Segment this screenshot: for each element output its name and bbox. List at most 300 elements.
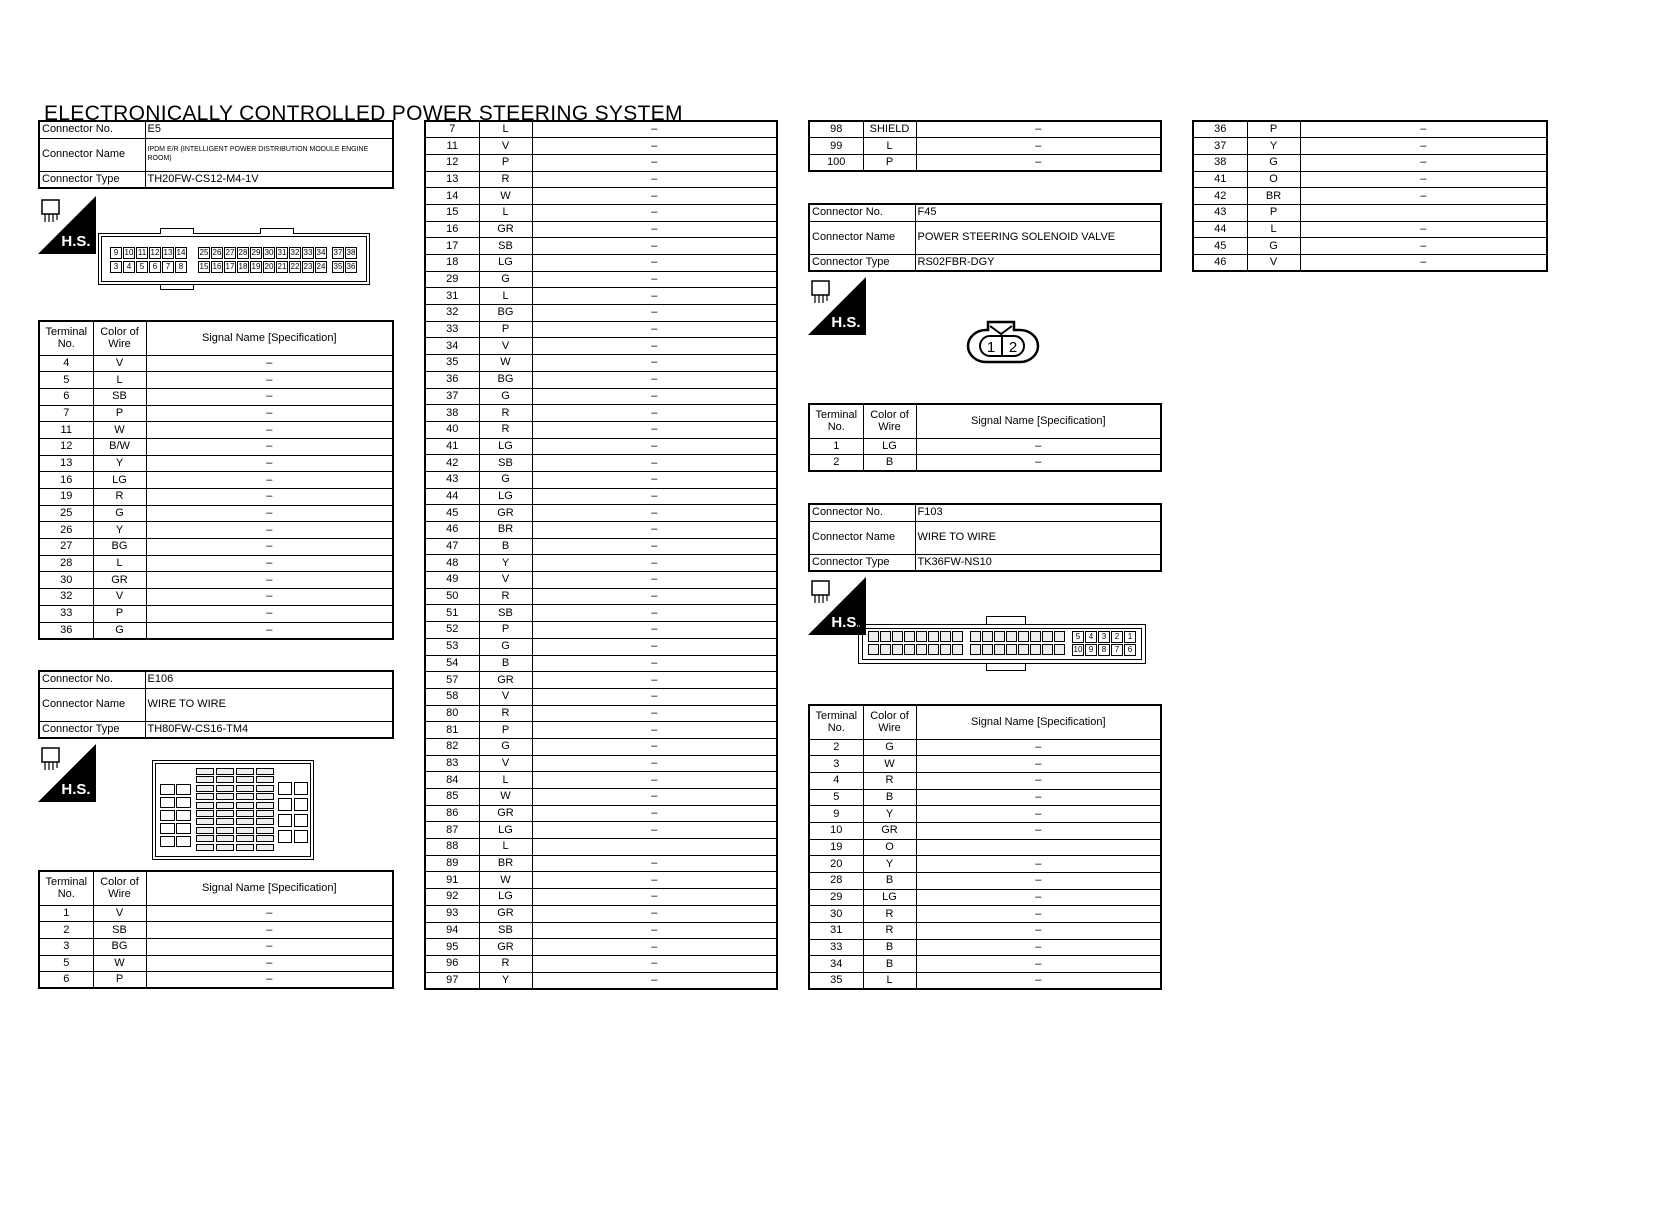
connector-pin: 34 bbox=[316, 248, 326, 257]
signal-name-cell bbox=[916, 839, 1161, 856]
connector-name-value: POWER STEERING SOLENOID VALVE bbox=[915, 221, 1161, 254]
connector-pin: 13 bbox=[163, 248, 173, 257]
wire-color-cell: GR bbox=[479, 939, 532, 956]
signal-name-cell: – bbox=[146, 539, 393, 556]
signal-name-cell: – bbox=[916, 789, 1161, 806]
terminal-no-cell: 44 bbox=[1193, 221, 1247, 238]
signal-name-cell bbox=[532, 839, 777, 856]
wire-color-cell: B/W bbox=[93, 438, 146, 455]
terminal-table-e5 bbox=[38, 320, 394, 640]
wire-color-cell: R bbox=[479, 171, 532, 188]
connector-cavity bbox=[892, 631, 903, 642]
terminal-row bbox=[425, 955, 777, 972]
terminal-row bbox=[425, 538, 777, 555]
pin-2: 2 bbox=[1008, 339, 1018, 356]
connector-cavity bbox=[940, 631, 951, 642]
connector-cavity bbox=[904, 631, 915, 642]
wire-color-cell: B bbox=[479, 538, 532, 555]
signal-name-cell: – bbox=[1300, 121, 1547, 138]
wire-color-cell: LG bbox=[863, 889, 916, 906]
signal-name-cell: – bbox=[532, 138, 777, 155]
terminal-no-cell: 43 bbox=[1193, 204, 1247, 221]
terminal-no-cell: 2 bbox=[809, 739, 863, 756]
wire-color-cell: P bbox=[479, 622, 532, 639]
connector-pin: 3 bbox=[1098, 631, 1110, 643]
color-of-wire-header: Color of Wire bbox=[93, 871, 146, 905]
wire-color-cell: R bbox=[863, 906, 916, 923]
signal-name-cell: – bbox=[532, 772, 777, 789]
connector-pin: 3 bbox=[110, 261, 122, 273]
terminal-no-cell: 2 bbox=[809, 455, 863, 472]
signal-name-cell: – bbox=[532, 288, 777, 305]
signal-name-cell: – bbox=[532, 939, 777, 956]
wire-color-cell: Y bbox=[93, 522, 146, 539]
terminal-row bbox=[39, 605, 393, 622]
terminal-row bbox=[425, 572, 777, 589]
wire-color-cell: B bbox=[863, 455, 916, 472]
terminal-row bbox=[809, 856, 1161, 873]
wire-color-cell: P bbox=[479, 154, 532, 171]
signal-name-cell: – bbox=[1300, 138, 1547, 155]
connector-pin: 26 bbox=[212, 248, 222, 257]
connector-cavity bbox=[196, 785, 214, 792]
terminal-no-cell: 29 bbox=[425, 271, 479, 288]
connector-cavity bbox=[256, 776, 274, 783]
terminal-row bbox=[425, 688, 777, 705]
terminal-no-cell: 58 bbox=[425, 688, 479, 705]
terminal-no-cell: 51 bbox=[425, 605, 479, 622]
connector-cavity bbox=[176, 784, 191, 795]
wire-color-cell: R bbox=[479, 705, 532, 722]
terminal-row bbox=[809, 973, 1161, 990]
terminal-row bbox=[425, 255, 777, 272]
terminal-no-cell: 49 bbox=[425, 572, 479, 589]
connector-cavity bbox=[294, 798, 308, 811]
terminal-row bbox=[425, 855, 777, 872]
signal-name-cell: – bbox=[532, 672, 777, 689]
terminal-no-cell: 42 bbox=[425, 455, 479, 472]
terminal-no-cell: 89 bbox=[425, 855, 479, 872]
terminal-no-cell: 36 bbox=[425, 371, 479, 388]
terminal-no-cell: 29 bbox=[809, 889, 863, 906]
wire-color-cell: W bbox=[479, 789, 532, 806]
terminal-row bbox=[425, 755, 777, 772]
wire-color-cell: W bbox=[479, 188, 532, 205]
terminal-row bbox=[39, 522, 393, 539]
wire-color-cell: Y bbox=[1247, 138, 1300, 155]
terminal-row bbox=[39, 355, 393, 372]
terminal-row bbox=[809, 806, 1161, 823]
wire-color-cell: R bbox=[479, 421, 532, 438]
terminal-no-cell: 4 bbox=[809, 772, 863, 789]
signal-name-cell: – bbox=[532, 738, 777, 755]
wire-color-cell: V bbox=[479, 138, 532, 155]
signal-name-cell: – bbox=[532, 421, 777, 438]
wire-color-cell: V bbox=[479, 755, 532, 772]
connector-pin: 31 bbox=[277, 248, 287, 257]
connector-info-e106 bbox=[38, 670, 394, 739]
terminal-no-cell: 45 bbox=[1193, 238, 1247, 255]
signal-name-cell: – bbox=[146, 472, 393, 489]
harness-side-icon bbox=[38, 196, 96, 254]
wire-color-cell: SB bbox=[479, 922, 532, 939]
signal-name-cell: – bbox=[916, 455, 1161, 472]
connector-cavity bbox=[236, 827, 254, 834]
terminal-row bbox=[39, 972, 393, 989]
terminal-row bbox=[425, 471, 777, 488]
connector-cavity bbox=[256, 827, 274, 834]
wire-color-cell: B bbox=[863, 956, 916, 973]
terminal-no-cell: 34 bbox=[809, 956, 863, 973]
terminal-no-cell: 5 bbox=[809, 789, 863, 806]
connector-cavity bbox=[256, 768, 274, 775]
terminal-no-cell: 18 bbox=[425, 255, 479, 272]
terminal-no-cell: 16 bbox=[39, 472, 93, 489]
connector-diagram-f45 bbox=[964, 318, 1044, 368]
connector-cavity bbox=[216, 810, 234, 817]
connector-type-value: RS02FBR-DGY bbox=[915, 254, 1161, 271]
terminal-row bbox=[425, 872, 777, 889]
terminal-row bbox=[809, 455, 1161, 472]
terminal-no-cell: 6 bbox=[39, 972, 93, 989]
terminal-table-f103-cont bbox=[1192, 120, 1548, 272]
terminal-row bbox=[425, 371, 777, 388]
terminal-row bbox=[425, 154, 777, 171]
signal-name-cell bbox=[1300, 204, 1547, 221]
signal-name-cell: – bbox=[532, 805, 777, 822]
connector-diagram-e5 bbox=[98, 233, 370, 289]
wire-color-cell: SB bbox=[93, 922, 146, 939]
wire-color-cell: R bbox=[863, 772, 916, 789]
terminal-no-cell: 12 bbox=[39, 438, 93, 455]
terminal-row bbox=[39, 438, 393, 455]
terminal-no-cell: 25 bbox=[39, 505, 93, 522]
connector-pin: 28 bbox=[238, 248, 248, 257]
connector-pin: 4 bbox=[123, 261, 135, 273]
terminal-no-cell: 83 bbox=[425, 755, 479, 772]
signal-name-cell: – bbox=[1300, 255, 1547, 272]
hs-label: H.S. bbox=[831, 314, 861, 331]
wire-color-cell: Y bbox=[863, 806, 916, 823]
wire-color-cell: B bbox=[863, 789, 916, 806]
terminal-no-cell: 20 bbox=[809, 856, 863, 873]
signal-name-cell: – bbox=[532, 755, 777, 772]
wire-color-cell: Y bbox=[479, 972, 532, 989]
wire-color-cell: V bbox=[93, 589, 146, 606]
terminal-no-cell: 46 bbox=[425, 522, 479, 539]
terminal-no-cell: 13 bbox=[425, 171, 479, 188]
terminal-row bbox=[39, 905, 393, 922]
terminal-no-cell: 33 bbox=[39, 605, 93, 622]
wire-color-cell: L bbox=[863, 138, 916, 155]
signal-name-cell: – bbox=[146, 372, 393, 389]
signal-name-cell: – bbox=[916, 923, 1161, 940]
terminal-no-header: Terminal No. bbox=[809, 404, 863, 438]
wire-color-cell: LG bbox=[479, 822, 532, 839]
connector-cavity bbox=[216, 768, 234, 775]
connector-cavity bbox=[256, 844, 274, 851]
signal-name-cell: – bbox=[146, 555, 393, 572]
wire-color-cell: G bbox=[93, 505, 146, 522]
connector-pin: 14 bbox=[176, 248, 186, 257]
terminal-no-cell: 1 bbox=[809, 438, 863, 455]
wire-color-cell: V bbox=[93, 355, 146, 372]
wire-color-cell: O bbox=[863, 839, 916, 856]
connector-cavity bbox=[1018, 644, 1029, 655]
signal-name-cell: – bbox=[532, 455, 777, 472]
signal-name-cell: – bbox=[532, 238, 777, 255]
terminal-no-cell: 92 bbox=[425, 889, 479, 906]
connector-cavity bbox=[196, 768, 214, 775]
connector-pin: 38 bbox=[346, 248, 356, 257]
wire-color-cell: V bbox=[479, 572, 532, 589]
connector-name-label: Connector Name bbox=[809, 221, 915, 254]
connector-pin: 8 bbox=[1098, 644, 1110, 656]
wire-color-cell: BG bbox=[479, 371, 532, 388]
terminal-no-cell: 50 bbox=[425, 588, 479, 605]
connector-cavity bbox=[216, 835, 234, 842]
terminal-no-cell: 12 bbox=[425, 154, 479, 171]
connector-pin: 18 bbox=[238, 262, 248, 271]
signal-name-cell: – bbox=[532, 922, 777, 939]
terminal-no-cell: 37 bbox=[1193, 138, 1247, 155]
wire-color-cell: B bbox=[479, 655, 532, 672]
connector-name-value: IPDM E/R (INTELLIGENT POWER DISTRIBUTION MODULE ENGINE ROOM) bbox=[145, 138, 393, 171]
terminal-no-cell: 93 bbox=[425, 905, 479, 922]
connector-pin: 11 bbox=[137, 248, 147, 257]
wire-color-cell: P bbox=[479, 722, 532, 739]
terminal-row bbox=[1193, 171, 1547, 188]
terminal-no-cell: 85 bbox=[425, 789, 479, 806]
terminal-no-cell: 41 bbox=[1193, 171, 1247, 188]
signal-name-header: Signal Name [Specification] bbox=[146, 871, 393, 905]
terminal-no-cell: 97 bbox=[425, 972, 479, 989]
terminal-row bbox=[39, 505, 393, 522]
wire-color-cell: L bbox=[479, 839, 532, 856]
terminal-no-cell: 11 bbox=[425, 138, 479, 155]
terminal-row bbox=[809, 138, 1161, 155]
connector-cavity bbox=[952, 644, 963, 655]
terminal-row bbox=[1193, 121, 1547, 138]
connector-pin: 2 bbox=[1111, 631, 1123, 643]
wire-color-cell: L bbox=[479, 121, 532, 138]
connector-cavity bbox=[196, 835, 214, 842]
connector-cavity bbox=[256, 835, 274, 842]
signal-name-cell: – bbox=[146, 505, 393, 522]
connector-pin: 22 bbox=[290, 262, 300, 271]
wire-color-cell: R bbox=[479, 405, 532, 422]
signal-name-cell: – bbox=[532, 688, 777, 705]
terminal-row bbox=[425, 271, 777, 288]
signal-name-cell: – bbox=[146, 622, 393, 639]
harness-side-icon bbox=[38, 744, 96, 802]
wire-color-cell: G bbox=[479, 638, 532, 655]
signal-name-cell: – bbox=[146, 489, 393, 506]
wire-color-cell: P bbox=[863, 154, 916, 171]
terminal-row bbox=[425, 355, 777, 372]
terminal-no-cell: 26 bbox=[39, 522, 93, 539]
wire-color-cell: W bbox=[479, 872, 532, 889]
terminal-row bbox=[39, 622, 393, 639]
terminal-row bbox=[425, 889, 777, 906]
wire-color-cell: LG bbox=[479, 889, 532, 906]
connector-cavity bbox=[294, 814, 308, 827]
hs-label: H.S. bbox=[831, 614, 861, 631]
wire-color-cell: BR bbox=[479, 855, 532, 872]
wire-color-cell: P bbox=[93, 405, 146, 422]
connector-cavity bbox=[160, 836, 175, 847]
signal-name-cell: – bbox=[916, 822, 1161, 839]
terminal-row bbox=[809, 923, 1161, 940]
signal-name-cell: – bbox=[146, 605, 393, 622]
connector-pin: 32 bbox=[290, 248, 300, 257]
signal-name-cell: – bbox=[916, 806, 1161, 823]
connector-pin: 36 bbox=[346, 262, 356, 271]
terminal-no-cell: 86 bbox=[425, 805, 479, 822]
color-of-wire-header: Color of Wire bbox=[863, 705, 916, 739]
terminal-row bbox=[425, 605, 777, 622]
terminal-no-cell: 98 bbox=[809, 121, 863, 138]
terminal-row bbox=[425, 204, 777, 221]
terminal-no-cell: 31 bbox=[425, 288, 479, 305]
signal-name-cell: – bbox=[916, 973, 1161, 990]
connector-name-value: WIRE TO WIRE bbox=[915, 521, 1161, 554]
terminal-no-cell: 5 bbox=[39, 372, 93, 389]
wire-color-cell: G bbox=[93, 622, 146, 639]
hs-label: H.S. bbox=[61, 233, 91, 250]
connector-no-label: Connector No. bbox=[809, 504, 915, 521]
terminal-row bbox=[39, 539, 393, 556]
terminal-row bbox=[425, 321, 777, 338]
wire-color-cell: R bbox=[863, 923, 916, 940]
wire-color-cell: G bbox=[479, 271, 532, 288]
wire-color-cell: V bbox=[479, 338, 532, 355]
signal-name-cell: – bbox=[146, 388, 393, 405]
connector-pin: 9 bbox=[1085, 644, 1097, 656]
connector-pin: 23 bbox=[303, 262, 313, 271]
terminal-row bbox=[425, 738, 777, 755]
signal-name-cell: – bbox=[532, 522, 777, 539]
terminal-row bbox=[425, 772, 777, 789]
wire-color-cell: V bbox=[479, 688, 532, 705]
wire-color-cell: GR bbox=[479, 905, 532, 922]
connector-cavity bbox=[216, 793, 234, 800]
connector-cavity bbox=[160, 784, 175, 795]
terminal-row bbox=[1193, 204, 1547, 221]
signal-name-cell: – bbox=[146, 572, 393, 589]
signal-name-cell: – bbox=[532, 471, 777, 488]
terminal-row bbox=[39, 489, 393, 506]
terminal-row bbox=[809, 839, 1161, 856]
terminal-no-cell: 7 bbox=[425, 121, 479, 138]
signal-name-cell: – bbox=[532, 488, 777, 505]
connector-pin: 5 bbox=[136, 261, 148, 273]
wire-color-cell: LG bbox=[479, 488, 532, 505]
connector-cavity bbox=[940, 644, 951, 655]
connector-cavity bbox=[176, 823, 191, 834]
signal-name-cell: – bbox=[916, 154, 1161, 171]
terminal-row bbox=[39, 422, 393, 439]
wire-color-cell: LG bbox=[863, 438, 916, 455]
connector-cavity bbox=[1042, 644, 1053, 655]
wire-color-cell: BR bbox=[1247, 188, 1300, 205]
connector-name-label: Connector Name bbox=[39, 138, 145, 171]
terminal-table-e106-end bbox=[808, 120, 1162, 172]
terminal-no-cell: 45 bbox=[425, 505, 479, 522]
wire-color-cell: L bbox=[479, 772, 532, 789]
terminal-no-cell: 88 bbox=[425, 839, 479, 856]
signal-name-cell: – bbox=[1300, 188, 1547, 205]
connector-cavity bbox=[1006, 644, 1017, 655]
connector-cavity bbox=[216, 827, 234, 834]
connector-cavity bbox=[196, 827, 214, 834]
connector-pin: 33 bbox=[303, 248, 313, 257]
connector-cavity bbox=[196, 776, 214, 783]
signal-name-cell: – bbox=[532, 355, 777, 372]
wire-color-cell: LG bbox=[479, 438, 532, 455]
connector-pin: 1 bbox=[1124, 631, 1136, 643]
wire-color-cell: L bbox=[93, 555, 146, 572]
wire-color-cell: V bbox=[93, 905, 146, 922]
signal-name-cell: – bbox=[532, 371, 777, 388]
wire-color-cell: G bbox=[863, 739, 916, 756]
connector-cavity bbox=[970, 644, 981, 655]
terminal-row bbox=[1193, 255, 1547, 272]
wire-color-cell: BG bbox=[93, 539, 146, 556]
terminal-no-cell: 38 bbox=[425, 405, 479, 422]
terminal-no-cell: 5 bbox=[39, 955, 93, 972]
connector-cavity bbox=[994, 631, 1005, 642]
terminal-no-cell: 6 bbox=[39, 388, 93, 405]
terminal-row bbox=[425, 238, 777, 255]
connector-cavity bbox=[160, 797, 175, 808]
signal-name-cell: – bbox=[532, 154, 777, 171]
connector-cavity bbox=[196, 844, 214, 851]
signal-name-cell: – bbox=[532, 972, 777, 989]
signal-name-cell: – bbox=[532, 789, 777, 806]
terminal-no-cell: 32 bbox=[425, 305, 479, 322]
connector-name-value: WIRE TO WIRE bbox=[145, 688, 393, 721]
terminal-row bbox=[39, 922, 393, 939]
terminal-no-cell: 4 bbox=[39, 355, 93, 372]
terminal-no-cell: 10 bbox=[809, 822, 863, 839]
terminal-row bbox=[39, 405, 393, 422]
wire-color-cell: P bbox=[1247, 121, 1300, 138]
connector-cavity bbox=[236, 776, 254, 783]
connector-pin: 12 bbox=[150, 248, 160, 257]
wire-color-cell: L bbox=[1247, 221, 1300, 238]
terminal-table-f103 bbox=[808, 704, 1162, 990]
terminal-no-cell: 34 bbox=[425, 338, 479, 355]
connector-pin: 7 bbox=[162, 261, 174, 273]
connector-cavity bbox=[982, 631, 993, 642]
signal-name-cell: – bbox=[916, 438, 1161, 455]
terminal-no-cell: 28 bbox=[809, 873, 863, 890]
signal-name-cell: – bbox=[532, 505, 777, 522]
terminal-row bbox=[425, 388, 777, 405]
terminal-row bbox=[425, 455, 777, 472]
connector-type-label: Connector Type bbox=[39, 171, 145, 188]
connector-cavity bbox=[1054, 644, 1065, 655]
terminal-row bbox=[809, 873, 1161, 890]
signal-name-cell: – bbox=[146, 589, 393, 606]
connector-name-label: Connector Name bbox=[809, 521, 915, 554]
connector-cavity bbox=[196, 802, 214, 809]
connector-info-e5 bbox=[38, 120, 394, 189]
terminal-no-cell: 35 bbox=[425, 355, 479, 372]
connector-pin: 8 bbox=[175, 261, 187, 273]
connector-type-value: TH80FW-CS16-TM4 bbox=[145, 721, 393, 738]
